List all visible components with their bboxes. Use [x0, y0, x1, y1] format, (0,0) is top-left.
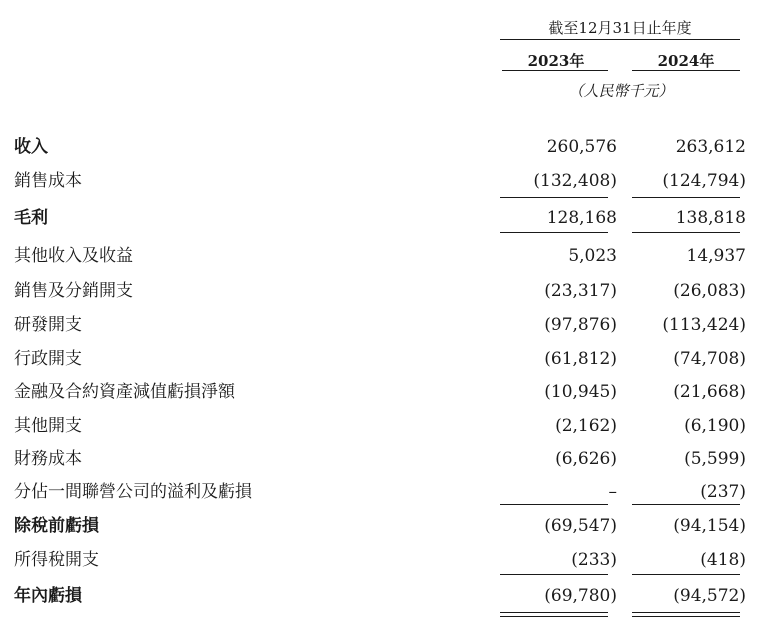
value-2024: (94,154) [673, 516, 746, 536]
year-2023-header: 2023年 [527, 52, 585, 70]
row-label: 所得稅開支 [14, 550, 99, 570]
value-2024: (418) [700, 550, 746, 570]
value-2023: (69,780) [544, 586, 617, 606]
year-2024-rule [632, 70, 740, 71]
row-revenue [14, 135, 754, 159]
row-selling-expenses [14, 279, 754, 303]
value-2024: (94,572) [673, 586, 746, 606]
value-2024: 14,937 [686, 246, 746, 266]
value-2023: (132,408) [533, 171, 617, 191]
row-label: 分佔一間聯營公司的溢利及虧損 [14, 482, 252, 502]
value-2024: (6,190) [684, 416, 746, 436]
row-label: 財務成本 [14, 449, 82, 469]
tax-rule-2023 [500, 574, 608, 575]
value-2023: 128,168 [546, 208, 617, 228]
row-label: 其他開支 [14, 416, 82, 436]
row-label: 行政開支 [14, 349, 82, 369]
row-income-tax [14, 548, 754, 572]
gp-rule-2023 [500, 232, 608, 233]
row-label: 研發開支 [14, 315, 82, 335]
value-2024: (113,424) [662, 315, 746, 335]
total-double-rule-2023-b [500, 616, 608, 617]
value-2024: 263,612 [675, 137, 746, 157]
row-label: 其他收入及收益 [14, 246, 133, 266]
year-2023-rule [502, 70, 608, 71]
row-label: 年內虧損 [14, 586, 82, 606]
subtotal-rule-2024 [632, 197, 740, 198]
value-2023: (69,547) [544, 516, 617, 536]
pbt-rule-2024 [632, 504, 740, 505]
value-2024: (124,794) [662, 171, 746, 191]
pbt-rule-2023 [500, 504, 608, 505]
period-header: 截至12月31日止年度 [548, 19, 692, 37]
value-2024: 138,818 [675, 208, 746, 228]
value-2023: – [608, 482, 617, 502]
value-2023: (6,626) [555, 449, 617, 469]
unit-label: （人民幣千元） [568, 82, 674, 100]
row-label: 金融及合約資產減值虧損淨額 [14, 382, 235, 402]
value-2024: (5,599) [684, 449, 746, 469]
row-label: 銷售及分銷開支 [14, 281, 133, 301]
header-rule [500, 39, 740, 40]
row-gross-profit [14, 206, 754, 230]
value-2024: (74,708) [673, 349, 746, 369]
value-2024: (26,083) [673, 281, 746, 301]
value-2023: (2,162) [555, 416, 617, 436]
tax-rule-2024 [632, 574, 740, 575]
value-2023: (61,812) [544, 349, 617, 369]
row-other-income [14, 244, 754, 268]
value-2023: 260,576 [546, 137, 617, 157]
row-loss-for-year [14, 584, 754, 608]
subtotal-rule-2023 [500, 197, 608, 198]
total-double-rule-2024-a [632, 612, 740, 613]
year-2024-header: 2024年 [657, 52, 715, 70]
row-label: 收入 [14, 137, 48, 157]
value-2024: (237) [700, 482, 746, 502]
row-finance-costs [14, 447, 754, 471]
value-2023: (97,876) [544, 315, 617, 335]
value-2023: (10,945) [544, 382, 617, 402]
row-cost-of-sales [14, 169, 754, 193]
total-double-rule-2023-a [500, 612, 608, 613]
row-loss-before-tax [14, 514, 754, 538]
gp-rule-2024 [632, 232, 740, 233]
value-2024: (21,668) [673, 382, 746, 402]
row-label: 銷售成本 [14, 171, 82, 191]
value-2023: (23,317) [544, 281, 617, 301]
row-admin-expenses [14, 347, 754, 371]
row-label: 除稅前虧損 [14, 516, 99, 536]
total-double-rule-2024-b [632, 616, 740, 617]
value-2023: (233) [571, 550, 617, 570]
row-share-of-associate [14, 480, 754, 504]
row-label: 毛利 [14, 208, 48, 228]
row-other-expenses [14, 414, 754, 438]
value-2023: 5,023 [568, 246, 617, 266]
row-impairment-losses [14, 380, 754, 404]
row-rnd-expenses [14, 313, 754, 337]
